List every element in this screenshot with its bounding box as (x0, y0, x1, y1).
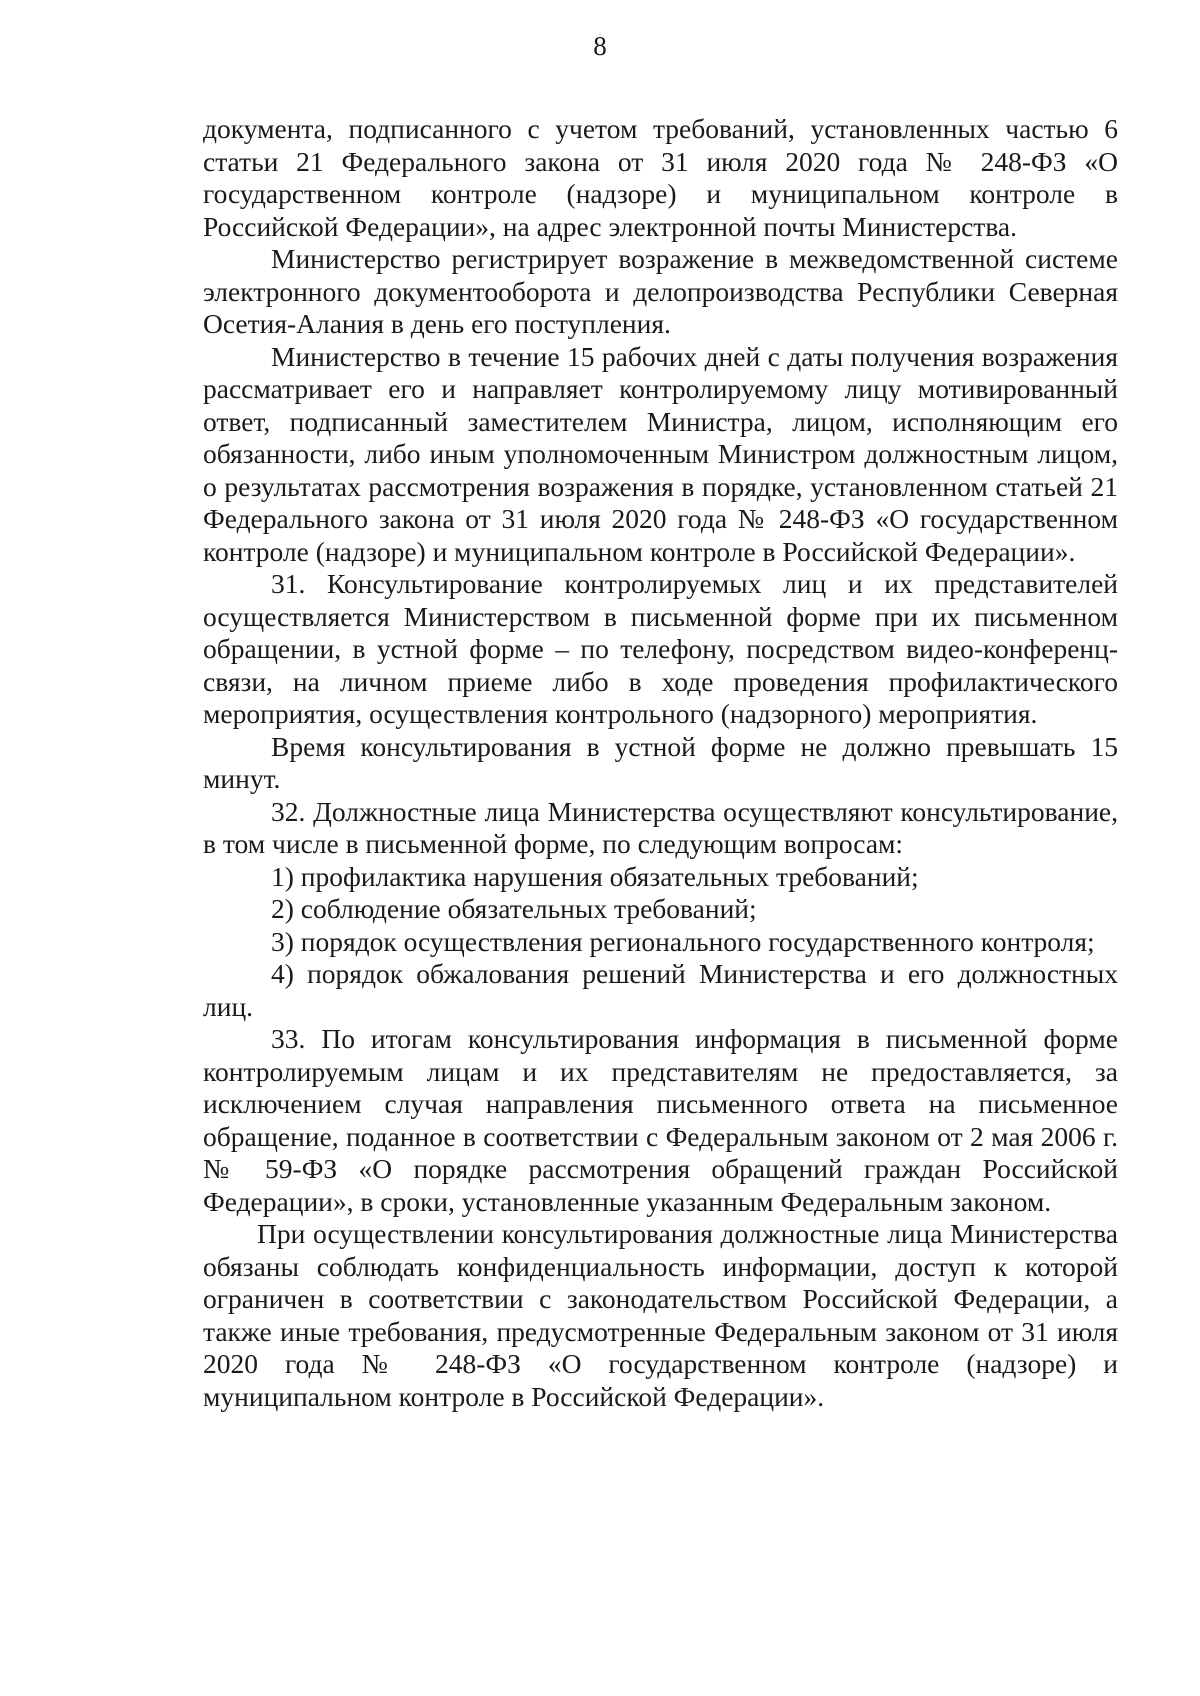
paragraph-item-32: 32. Должностные лица Министерства осуществляют консультирование, в том числе в письменной форме, по следующим вопросам: (203, 795, 1118, 859)
list-item-1: 1) профилактика нарушения обязательных требований; (271, 860, 919, 892)
paragraph-review: Министерство в течение 15 рабочих дней с даты получения возражения рассматривает его и направляет контролируемому лицу мотивированный ответ, подписанный заместителем Министра, лицом, исполняющим его обязанности, либо иным уполномоченным Министром должностным лицом, о результатах рассмотрения возражения в порядке, установленном статьей 21 Федерального закона от 31 июля 2020 года № 248-ФЗ «О государственном контроле (надзоре) и муниципальном контроле в Российской Федерации». (203, 340, 1118, 567)
paragraph-consult-duration: Время консультирования в устной форме не должно превышать 15 минут. (203, 730, 1118, 794)
list-item-4: 4) порядок обжалования решений Министерства и его должностных лиц. (203, 958, 1118, 1022)
list-item-2: 2) соблюдение обязательных требований; (271, 893, 757, 924)
paragraph-registration: Министерство регистрирует возражение в межведомственной системе электронного документооборота и делопроизводства Республики Северная Осетия-Алания в день его поступления. (203, 243, 1118, 339)
paragraph-continuation: документа, подписанного с учетом требований, установленных частью 6 статьи 21 Федерального закона от 31 июля 2020 года № 248-ФЗ «О государственном контроле (надзоре) и муниципальном контроле в Российской Федерации», на адрес электронной почты Министерства. (203, 113, 1118, 242)
paragraph-item-31: 31. Консультирование контролируемых лиц и их представителей осуществляется Министерством в письменной форме при их письменном обращении, в устной форме – по телефону, посредством видео-конференц-связи, на личном приеме либо в ходе проведения профилактического мероприятия, осуществления контрольного (надзорного) мероприятия. (203, 568, 1118, 729)
page-number: 8 (593, 31, 607, 61)
paragraph-item-33: 33. По итогам консультирования информация в письменной форме контролируемым лицам и их представителям не предоставляется, за исключением случая направления письменного ответа на письменное обращение, поданное в соответствии с Федеральным законом от 2 мая 2006 г. № 59-ФЗ «О порядке рассмотрения обращений граждан Российской Федерации», в сроки, установленные указанным Федеральным законом. (203, 1023, 1118, 1217)
document-body (203, 113, 1118, 1413)
paragraph-confidentiality: При осуществлении консультирования должностные лица Министерства обязаны соблюдать конфиденциальность информации, доступ к которой ограничен в соответствии с законодательством Российской Федерации, а также иные требования, предусмотренные Федеральным законом от 31 июля 2020 года № 248-ФЗ «О государственном контроле (надзоре) и муниципальном контроле в Российской Федерации». (203, 1218, 1118, 1412)
list-item-3: 3) порядок осуществления регионального государственного контроля; (271, 925, 1095, 957)
